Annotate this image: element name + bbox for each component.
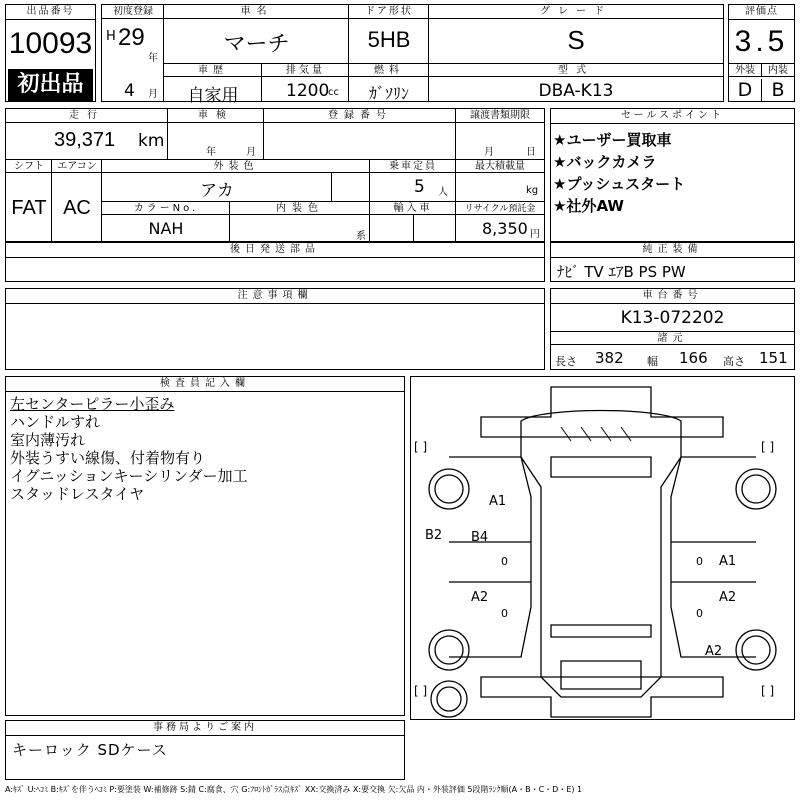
lot-box [5,4,96,102]
sales-points-box [550,108,795,242]
chassis-box [550,288,795,370]
damage-mark: A2 [471,590,489,605]
damage-mark: B2 [425,528,443,543]
ext-color-label: 外装色 [102,159,370,173]
transfer-month-unit: 月 [484,147,494,158]
equipment-value: ﾅﾋﾞ TV ｴｱB PS PW [557,263,686,281]
interior-grade-label: 内装 [762,63,794,77]
later-parts-label: 後日発送部品 [6,243,544,258]
inspector-box [5,376,405,716]
damage-mark: [ ] [414,684,428,698]
history-value: 自家用 [187,86,239,106]
capacity-unit: 人 [438,187,448,198]
inspection-year-unit: 年 [206,147,216,158]
height-value: 151 [759,349,788,367]
width-value: 166 [679,349,708,367]
equipment-label: 純正装備 [551,243,794,258]
fuel-label: 燃料 [349,63,429,77]
max-load-unit: kg [526,185,539,196]
detail-box [5,108,545,242]
damage-mark: 0 [501,607,508,620]
model-value: DBA-K13 [538,81,614,101]
shift-value: FAT [11,197,47,219]
grade-value: S [567,25,585,55]
later-parts-box [5,242,545,282]
ext-color-value: アカ [200,181,234,201]
width-label: 幅 [647,355,658,368]
first-reg-year-unit: 年 [148,53,158,64]
car-diagram [411,377,794,719]
equipment-box [550,242,795,282]
damage-mark: B4 [471,530,489,545]
first-listing-badge: 初出品 [8,69,93,101]
lot-number: 10093 [8,27,93,60]
damage-mark: 0 [696,555,703,568]
mileage-unit: km [138,131,165,151]
chassis-value: K13-072202 [620,308,725,328]
recycle-value: 8,350 [482,219,528,238]
model-label: 型式 [429,63,723,77]
damage-mark: 0 [696,607,703,620]
length-label: 長さ [555,355,577,368]
car-diagram-box [410,376,795,720]
damage-mark: A1 [489,494,507,509]
first-reg-month-unit: 月 [148,89,158,100]
notes-label: 注意事項欄 [6,289,544,304]
office-label: 事務局よりご案内 [6,721,404,736]
inspection-label: 車検 [168,109,264,123]
length-value: 382 [595,349,624,367]
inspector-line: 室内薄汚れ [10,431,86,449]
inspector-line: イグニッションキーシリンダー加工 [10,467,248,485]
height-label: 高さ [723,355,745,368]
dims-label: 諸元 [551,331,794,345]
office-box [5,720,405,780]
color-no-value: NAH [148,219,184,238]
grade-label: グレード [429,5,723,19]
displacement-value: 1200 [286,81,330,101]
first-reg-year: 29 [118,24,145,51]
damage-mark: A1 [719,554,737,569]
first-reg-era: H [106,29,116,44]
legend: A:ｷｽﾞ U:ﾍｺﾐ B:ｷｽﾞを伴うﾍｺﾐ P:要塗装 W:補修跡 S:錆 C:腐食、穴 G:ﾌﾛﾝﾄｶﾞﾗｽ点ｷｽﾞ XX:交換済み X:要交換 欠:欠品 内・外装評価 5段階ﾗﾝｸ順(A・B・C・D・E) 1 [5,785,583,794]
capacity-value: 5 [414,177,425,197]
inspector-line: 左センターピラー小歪み [10,395,175,413]
import-label: 輸入車 [370,201,456,215]
capacity-label: 乗車定員 [370,159,456,173]
damage-mark: 0 [501,555,508,568]
chassis-label: 車台番号 [551,289,794,304]
aircon-label: エアコン [52,159,102,173]
color-no-label: カラーNo. [102,201,230,215]
reg-no-label: 登録番号 [264,109,456,123]
displacement-unit: cc [328,87,339,98]
shift-label: シフト [6,159,52,173]
max-load-label: 最大積載量 [456,159,544,173]
door-value: 5HB [367,27,411,52]
damage-mark: A2 [705,644,723,659]
sales-points-label: セールスポイント [551,109,794,124]
fuel-value: ｶﾞｿﾘﾝ [368,84,409,103]
inspector-line: 外装うすい線傷、付着物有り [10,449,206,467]
car-name-value: マーチ [223,32,290,57]
transfer-label: 譲渡書類期限 [456,109,544,123]
transfer-day-unit: 日 [526,147,536,158]
recycle-unit: 円 [530,229,540,240]
mileage-label: 走行 [6,109,168,123]
score-value: 3.5 [734,25,789,58]
exterior-grade-label: 外装 [729,63,762,77]
inspector-label: 検査員記入欄 [6,377,404,392]
int-color-label: 内装色 [230,201,370,215]
aircon-value: AC [63,197,91,219]
first-reg-label: 初度登録 [102,5,164,19]
sales-point-item: ★ユーザー買取車 [553,131,672,149]
inspector-line: ハンドルすれ [10,413,101,431]
damage-mark: [ ] [761,440,775,454]
damage-mark: [ ] [414,440,428,454]
interior-grade-value: B [771,79,785,101]
displacement-label: 排気量 [262,63,349,77]
recycle-label: リサイクル預託金 [456,201,544,215]
inspector-line: スタッドレスタイヤ [10,485,145,503]
inspection-month-unit: 月 [246,147,256,158]
score-box [728,4,795,102]
notes-box [5,288,545,370]
int-color-unit: 系 [356,231,366,242]
damage-mark: [ ] [761,684,775,698]
door-label: ドア形状 [349,5,429,19]
car-name-label: 車名 [164,5,349,19]
first-reg-month: 4 [124,81,135,101]
exterior-grade-value: D [729,79,762,101]
sales-point-item: ★プッシュスタート [553,175,686,193]
mileage-value: 39,371 [54,129,116,151]
history-label: 車歴 [164,63,262,77]
sales-point-item: ★社外AW [553,197,624,215]
damage-mark: A2 [719,590,737,605]
office-text: キーロック SDケース [12,741,168,759]
top-info-box [101,4,724,106]
sales-point-item: ★バックカメラ [553,153,657,171]
lot-label: 出品番号 [6,5,95,20]
score-label: 評価点 [729,5,794,20]
